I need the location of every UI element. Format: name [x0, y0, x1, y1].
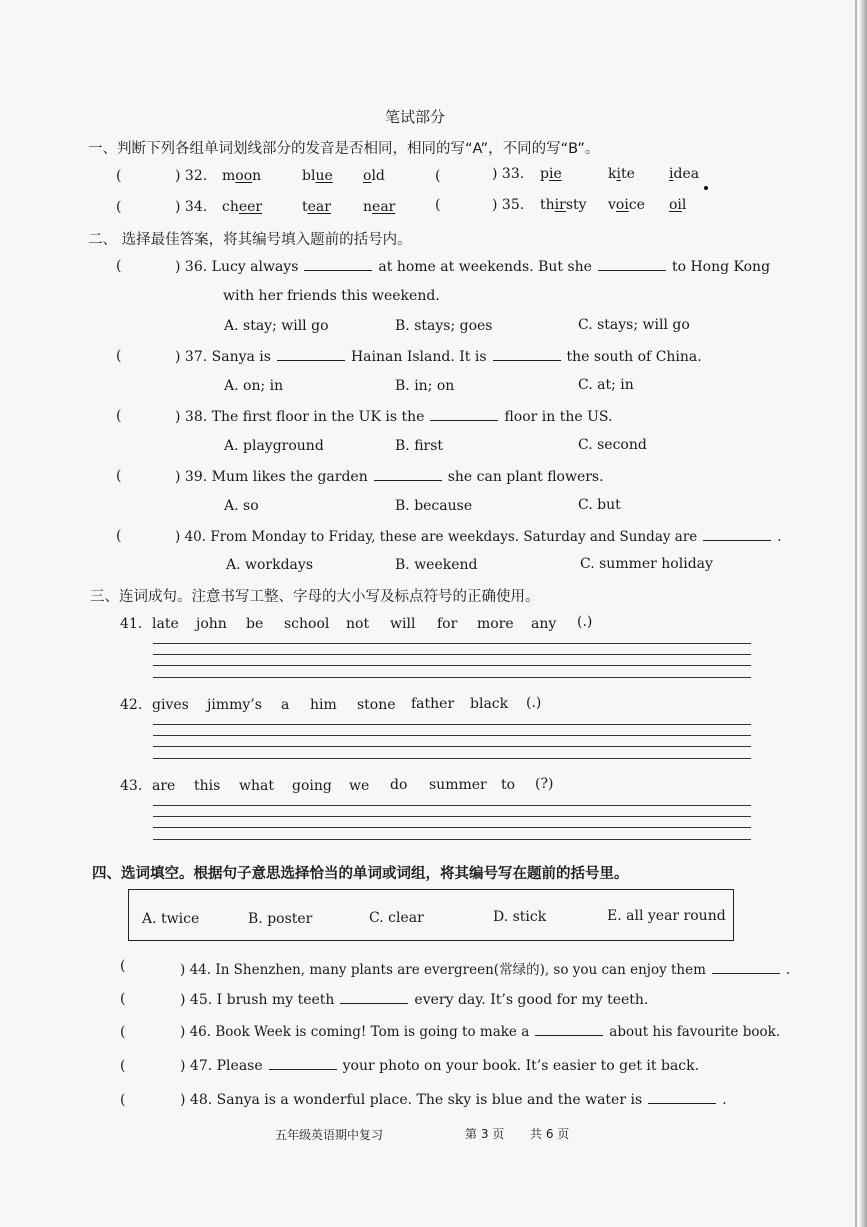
q42-word: a [281, 697, 290, 713]
q41-word: not [346, 616, 370, 632]
q42-word: jimmy’s [207, 697, 262, 713]
q42-word: father [411, 696, 455, 712]
word-bank-option-d: D. stick [493, 909, 547, 925]
section-3-heading: 三、连词成句。注意书写工整、字母的大小写及标点符号的正确使用。 [90, 589, 540, 605]
word-bank-option-c: C. clear [369, 910, 424, 926]
word-moon: moon [222, 168, 262, 184]
answer-paren-38[interactable]: ( [116, 408, 122, 424]
q42-word: (.) [526, 695, 542, 711]
option-39-a[interactable]: A. so [224, 498, 259, 514]
q43-word: to [501, 777, 516, 793]
q41-word: any [531, 616, 557, 632]
question-36: ) 36. Lucy always at home at weekends. But she to Hong Kong [175, 259, 771, 275]
q42-word: him [310, 697, 337, 713]
question-38: ) 38. The first floor in the UK is the floor in the US. [175, 409, 613, 425]
q43-word: (?) [535, 776, 554, 792]
word-pie: pie [540, 166, 562, 182]
question-35: ) 35. [492, 197, 525, 213]
word-kite: kite [608, 166, 635, 182]
q41-word: will [390, 616, 416, 632]
option-38-b[interactable]: B. first [395, 438, 444, 454]
section-1-heading: 一、判断下列各组单词划线部分的发音是否相同，相同的写“A”，不同的写“B”。 [88, 141, 600, 157]
option-37-c[interactable]: C. at; in [578, 377, 634, 393]
answer-paren-32[interactable]: ( [116, 168, 122, 184]
q43-word: what [239, 778, 274, 794]
scan-edge-shadow [859, 0, 867, 1227]
option-37-b[interactable]: B. in; on [395, 378, 455, 394]
q41-word: for [437, 616, 458, 632]
question-46: ) 46. Book Week is coming! Tom is going to make a about his favourite book. [180, 1024, 781, 1040]
answer-43-area[interactable] [152, 800, 752, 844]
footer-page-number: 第 3 页 [465, 1127, 505, 1141]
question-40: ) 40. From Monday to Friday, these are weekdays. Saturday and Sunday are . [175, 529, 782, 545]
word-idea: idea [669, 166, 700, 182]
q42-word: stone [357, 697, 396, 713]
q43-word: do [390, 777, 408, 793]
question-37: ) 37. Sanya is Hainan Island. It is the south of China. [175, 349, 702, 365]
section-2-heading: 二、 选择最佳答案，将其编号填入题前的括号内。 [88, 232, 412, 248]
ink-dot [704, 186, 708, 190]
page-title: 笔试部分 [385, 108, 446, 126]
answer-42-area[interactable] [152, 719, 752, 763]
word-tear: tear [302, 199, 331, 215]
q43-word: we [349, 778, 370, 794]
option-36-c[interactable]: C. stays; will go [578, 317, 690, 333]
answer-paren-47[interactable]: ( [120, 1058, 126, 1074]
option-40-a[interactable]: A. workdays [226, 557, 314, 573]
option-36-a[interactable]: A. stay; will go [224, 318, 329, 334]
q41-word: be [246, 616, 264, 632]
word-near: near [363, 199, 396, 215]
question-48: ) 48. Sanya is a wonderful place. The sky is blue and the water is . [180, 1092, 727, 1108]
option-38-a[interactable]: A. playground [224, 438, 324, 454]
question-42-number: 42. [120, 697, 143, 713]
answer-paren-40[interactable]: ( [116, 528, 122, 544]
question-32: ) 32. [175, 168, 208, 184]
q41-word: late [152, 616, 179, 632]
q41-word: john [196, 616, 227, 632]
scan-edge-line [855, 0, 857, 1227]
answer-paren-44[interactable]: ( [120, 958, 126, 974]
answer-paren-39[interactable]: ( [116, 468, 122, 484]
word-cheer: cheer [222, 199, 263, 215]
q43-word: this [194, 778, 221, 794]
q43-word: are [152, 778, 176, 794]
option-40-b[interactable]: B. weekend [395, 557, 478, 573]
footer-title: 五年级英语期中复习 [275, 1128, 384, 1142]
option-38-c[interactable]: C. second [578, 437, 647, 453]
answer-paren-46[interactable]: ( [120, 1024, 126, 1040]
answer-41-area[interactable] [152, 638, 752, 682]
question-43-number: 43. [120, 778, 143, 794]
q41-word: (.) [577, 614, 593, 630]
footer-page-total: 共 6 页 [530, 1127, 570, 1141]
question-36-cont: with her friends this weekend. [223, 288, 440, 304]
word-oil: oil [669, 197, 687, 213]
q43-word: summer [429, 777, 487, 793]
question-45: ) 45. I brush my teeth every day. It’s good for my teeth. [180, 992, 649, 1008]
answer-paren-48[interactable]: ( [120, 1092, 126, 1108]
q41-word: school [284, 616, 330, 632]
question-47: ) 47. Please your photo on your book. It’s easier to get it back. [180, 1058, 700, 1074]
question-33: ) 33. [492, 166, 525, 182]
word-bank-option-a: A. twice [142, 911, 200, 927]
question-34: ) 34. [175, 199, 208, 215]
answer-paren-36[interactable]: ( [116, 258, 122, 274]
question-44: ) 44. In Shenzhen, many plants are evergreen(常绿的), so you can enjoy them . [180, 962, 791, 978]
q43-word: going [292, 778, 332, 794]
q42-word: gives [152, 697, 189, 713]
answer-paren-34[interactable]: ( [116, 199, 122, 215]
section-4-heading: 四、选词填空。根据句子意思选择恰当的单词或词组，将其编号写在题前的括号里。 [92, 866, 629, 882]
word-voice: voice [608, 197, 645, 213]
word-bank-option-e: E. all year round [607, 908, 726, 924]
option-39-c[interactable]: C. but [578, 497, 621, 513]
answer-paren-33[interactable]: ( [435, 168, 441, 184]
question-39: ) 39. Mum likes the garden she can plant flowers. [175, 469, 604, 485]
option-36-b[interactable]: B. stays; goes [395, 318, 493, 334]
answer-paren-45[interactable]: ( [120, 991, 126, 1007]
word-bank-option-b: B. poster [248, 911, 313, 927]
answer-paren-37[interactable]: ( [116, 348, 122, 364]
q42-word: black [470, 696, 509, 712]
answer-paren-35[interactable]: ( [435, 197, 441, 213]
question-41-number: 41. [120, 616, 143, 632]
word-thirsty: thirsty [540, 197, 587, 213]
word-blue: blue [302, 168, 333, 184]
word-old: old [363, 168, 385, 184]
option-39-b[interactable]: B. because [395, 498, 473, 514]
option-37-a[interactable]: A. on; in [224, 378, 284, 394]
option-40-c[interactable]: C. summer holiday [580, 556, 713, 572]
q41-word: more [477, 616, 514, 632]
